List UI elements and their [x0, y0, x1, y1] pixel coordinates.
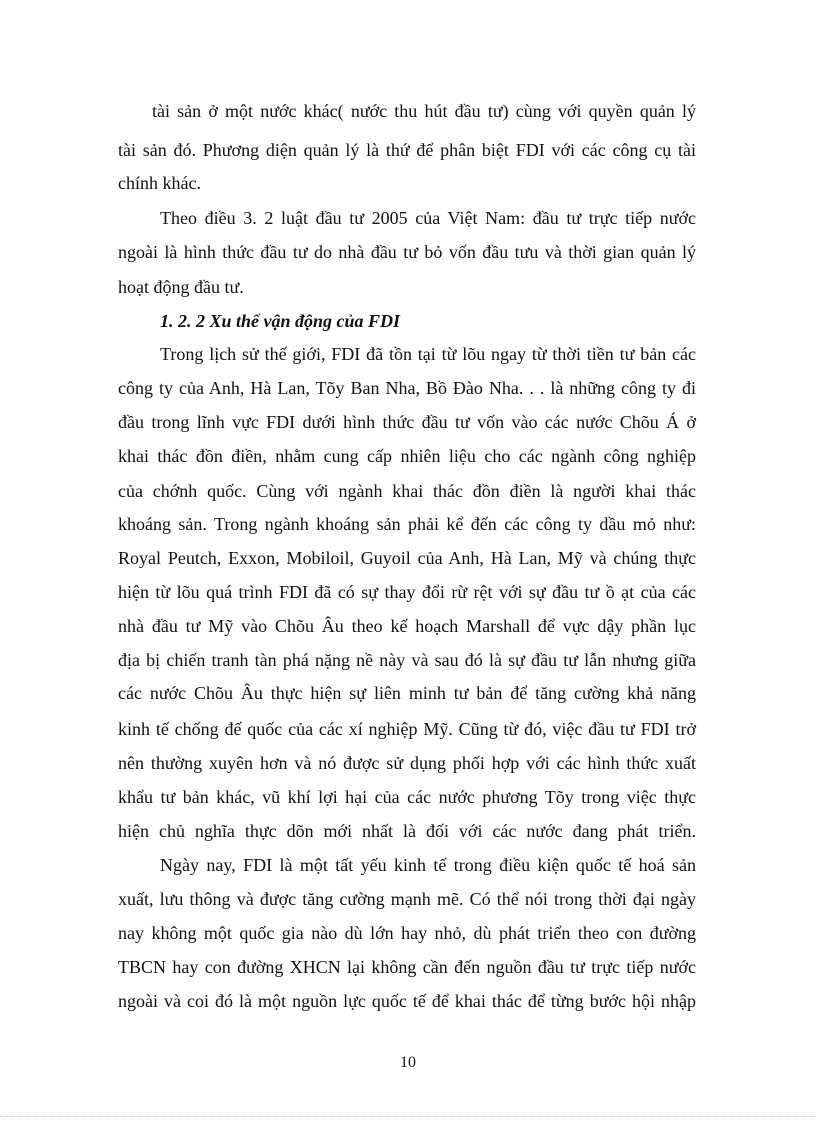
- page-number: 10: [400, 1054, 416, 1071]
- text-line: Ngày nay, FDI là một tất yếu kinh tế trong điều kiện quốc tế hoá sản: [160, 855, 696, 875]
- text-line: địa bị chiến tranh tàn phá nặng nề này và sau đó là sự đầu tư lẫn nhưng giữa: [118, 650, 696, 670]
- text-line: nên thường xuyên hơn và nó được sử dụng phối hợp với các hình thức xuất: [118, 753, 696, 773]
- text-line: Theo điều 3. 2 luật đầu tư 2005 của Việt Nam: đầu tư trực tiếp nước: [160, 208, 696, 228]
- text-line: nay không một quốc gia nào dù lớn hay nhỏ, dù phát triển theo con đường: [118, 923, 696, 943]
- text-line: hiện chủ nghĩa thực dõn mới nhất là đối với các nước đang phát triển.: [118, 821, 696, 841]
- text-line: Trong lịch sử thế giới, FDI đã tồn tại từ lõu ngay từ thời tiền tư bản các: [160, 344, 696, 364]
- text-line: tài sản đó. Phương diện quản lý là thứ để phân biệt FDI với các công cụ tài: [118, 140, 696, 160]
- text-line: khẩu tư bản khác, vũ khí lợi hại của các nước phương Tõy trong việc thực: [118, 787, 696, 807]
- text-line: công ty của Anh, Hà Lan, Tõy Ban Nha, Bồ Đào Nha. . . là những công ty đi: [118, 378, 696, 398]
- text-line: của chớnh quốc. Cùng với ngành khai thác đồn điền là người khai thác: [118, 481, 696, 501]
- page-break-divider: [0, 1116, 816, 1117]
- text-line: khoáng sản. Trong ngành khoáng sản phải kể đến các công ty dầu mỏ như:: [118, 514, 696, 534]
- text-line: hiện từ lõu quá trình FDI đã có sự thay đổi rừ rệt với sự đầu tư ồ ạt của các: [118, 582, 696, 602]
- text-line: TBCN hay con đường XHCN lại không cần đến nguồn đầu tư trực tiếp nước: [118, 957, 696, 977]
- text-line: ngoài và coi đó là một nguồn lực quốc tế để khai thác để từng bước hội nhập: [118, 991, 696, 1011]
- text-line: kinh tế chống đế quốc của các xí nghiệp Mỹ. Cũng từ đó, việc đầu tư FDI trở: [118, 719, 696, 739]
- text-line: xuất, lưu thông và được tăng cường mạnh mẽ. Có thể nói trong thời đại ngày: [118, 889, 696, 909]
- text-line: tài sản ở một nước khác( nước thu hút đầu tư) cùng với quyền quản lý: [152, 101, 696, 121]
- text-line: đầu trong lĩnh vực FDI dưới hình thức đầu tư vốn vào các nước Chõu Á ở: [118, 412, 696, 432]
- text-line: khai thác đồn điền, nhằm cung cấp nhiên liệu cho các ngành công nghiệp: [118, 446, 696, 466]
- text-line: nhà đầu tư Mỹ vào Chõu Âu theo kế hoạch Marshall để vực dậy phần lục: [118, 616, 696, 636]
- text-line: ngoài là hình thức đầu tư do nhà đầu tư bỏ vốn đầu tưu và thời gian quản lý: [118, 242, 696, 262]
- section-heading: 1. 2. 2 Xu thế vận động của FDI: [160, 311, 401, 331]
- text-line: hoạt động đầu tư.: [118, 277, 244, 297]
- text-line: Royal Peutch, Exxon, Mobiloil, Guyoil của Anh, Hà Lan, Mỹ và chúng thực: [118, 548, 696, 568]
- text-line: chính khác.: [118, 173, 201, 193]
- text-line: các nước Chõu Âu thực hiện sự liên minh tư bản để tăng cường khả năng: [118, 683, 696, 703]
